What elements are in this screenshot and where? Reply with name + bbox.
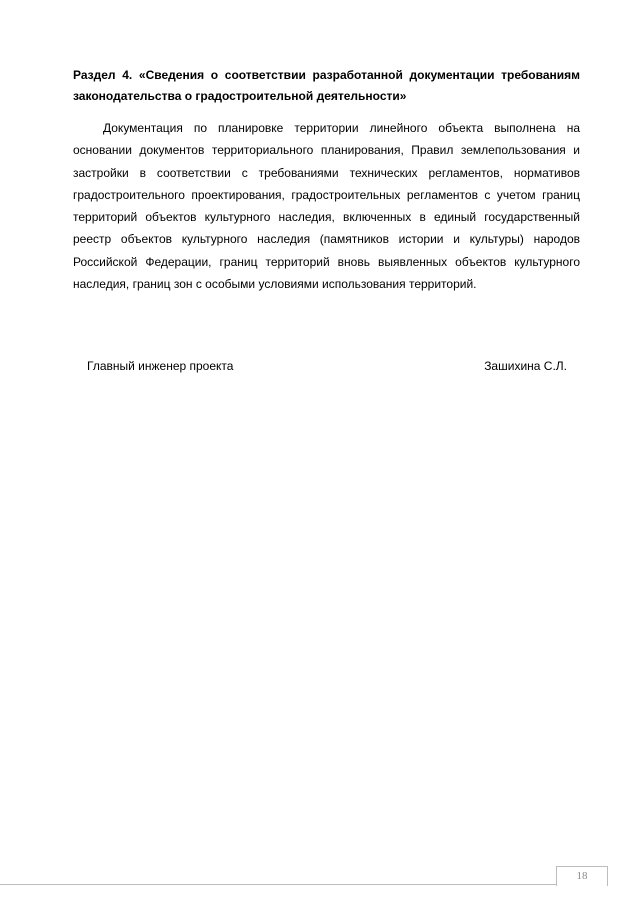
section-paragraph: Документация по планировке территории линейного объекта выполнена на основании документов территориального планирования, Правил землепользования и застройки в соответствии с требованиями технических регламентов, нормативов градостроительного проектирования, градостроительных регламентов с учетом границ территорий объектов культурного наследия, включенных в единый государственный реестр объектов культурного наследия (памятников истории и культуры) народов Российской Федерации, границ территорий вновь выявленных объектов культурного наследия, границ зон с особыми условиями использования территорий.: [73, 121, 580, 292]
section-heading: Раздел 4. «Сведения о соответствии разработанной документации требованиям законодательства о градостроительной деятельности»: [73, 68, 580, 103]
signature-name: Зашихина С.Л.: [484, 359, 567, 373]
page-number: 18: [556, 866, 608, 886]
signature-block: [87, 357, 567, 375]
signature-position: Главный инженер проекта: [87, 359, 234, 373]
footer-divider: [0, 884, 557, 885]
